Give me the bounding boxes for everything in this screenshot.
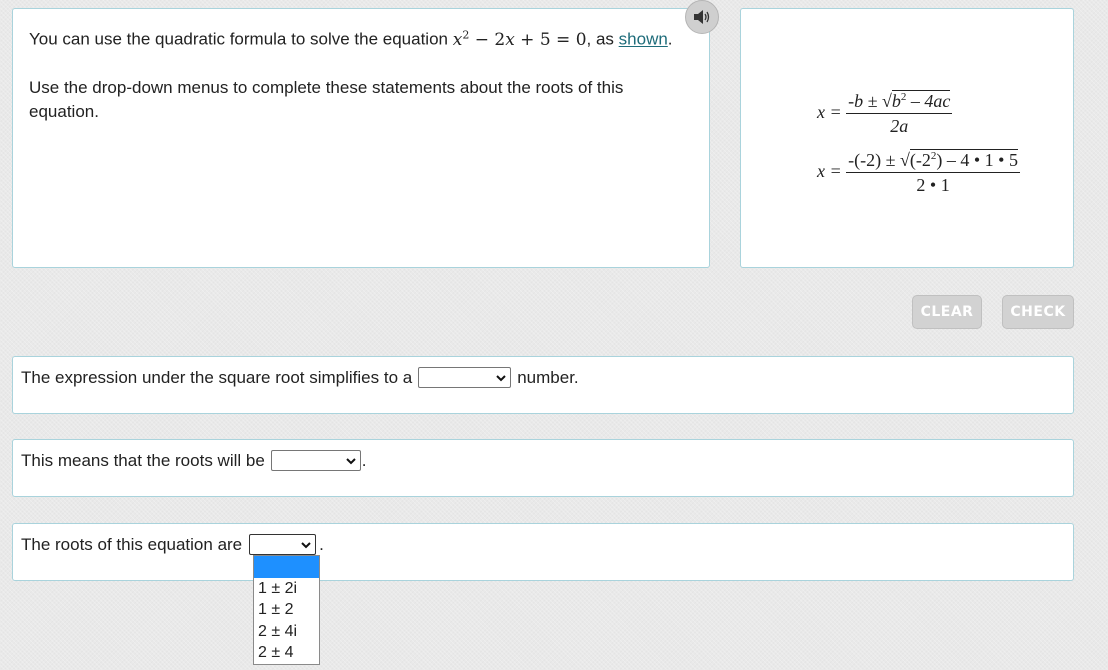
check-button[interactable]: CHECK	[1002, 295, 1074, 329]
question-text: You can use the quadratic formula to solve the equation	[29, 29, 453, 49]
dropdown-option-1-pm-2[interactable]: 1 ± 2	[258, 601, 294, 618]
statement-1-text: The expression under the square root simplifies to a	[21, 367, 413, 387]
formula-panel	[740, 8, 1074, 268]
chevron-down-icon	[300, 541, 312, 549]
speaker-icon	[693, 9, 711, 25]
statement-2-dropdown[interactable]	[271, 450, 361, 471]
statement-1-suffix: number.	[517, 367, 579, 387]
statement-3-panel	[12, 523, 1074, 581]
dropdown-option-blank[interactable]	[254, 556, 319, 578]
quadratic-formula: x = $\frac{-b \pm √b^2 - 4ac}{2a}$	[817, 91, 951, 136]
statement-2-text: This means that the roots will be	[21, 450, 265, 470]
dropdown-option-1-pm-2i[interactable]: 1 ± 2i	[258, 579, 298, 597]
statement-2-suffix: .	[361, 450, 367, 470]
shown-link[interactable]: shown	[618, 29, 668, 49]
equation: $x^2 - 2x + 5 = 0$	[452, 28, 587, 50]
question-line-1: You can use the quadratic formula to solve the equation $x^2 - 2x + 5 = 0$, as shown.	[29, 28, 673, 50]
statement-1-panel	[12, 356, 1074, 414]
dropdown-option-2-pm-4i[interactable]: 2 ± 4i	[258, 622, 298, 640]
speaker-button[interactable]	[685, 0, 719, 34]
roots-dropdown-list	[253, 555, 320, 665]
statement-3-dropdown[interactable]	[249, 534, 316, 555]
statement-2-panel	[12, 439, 1074, 497]
statement-1-dropdown[interactable]	[418, 367, 511, 388]
substituted-formula: x = $\frac{-(-2) \pm √(-2^2) - 4 • 1 • 5}{2 • 1}$	[817, 150, 1018, 195]
statement-3-text: The roots of this equation are	[21, 534, 243, 554]
statement-3-suffix: .	[319, 534, 324, 554]
question-instructions: Use the drop-down menus to complete these statements about the roots of this equation.	[29, 77, 624, 121]
dropdown-option-2-pm-4[interactable]: 2 ± 4	[258, 644, 294, 661]
question-panel	[12, 8, 710, 268]
clear-button[interactable]: CLEAR	[912, 295, 982, 329]
chevron-down-icon	[345, 457, 357, 465]
chevron-down-icon	[495, 374, 507, 382]
